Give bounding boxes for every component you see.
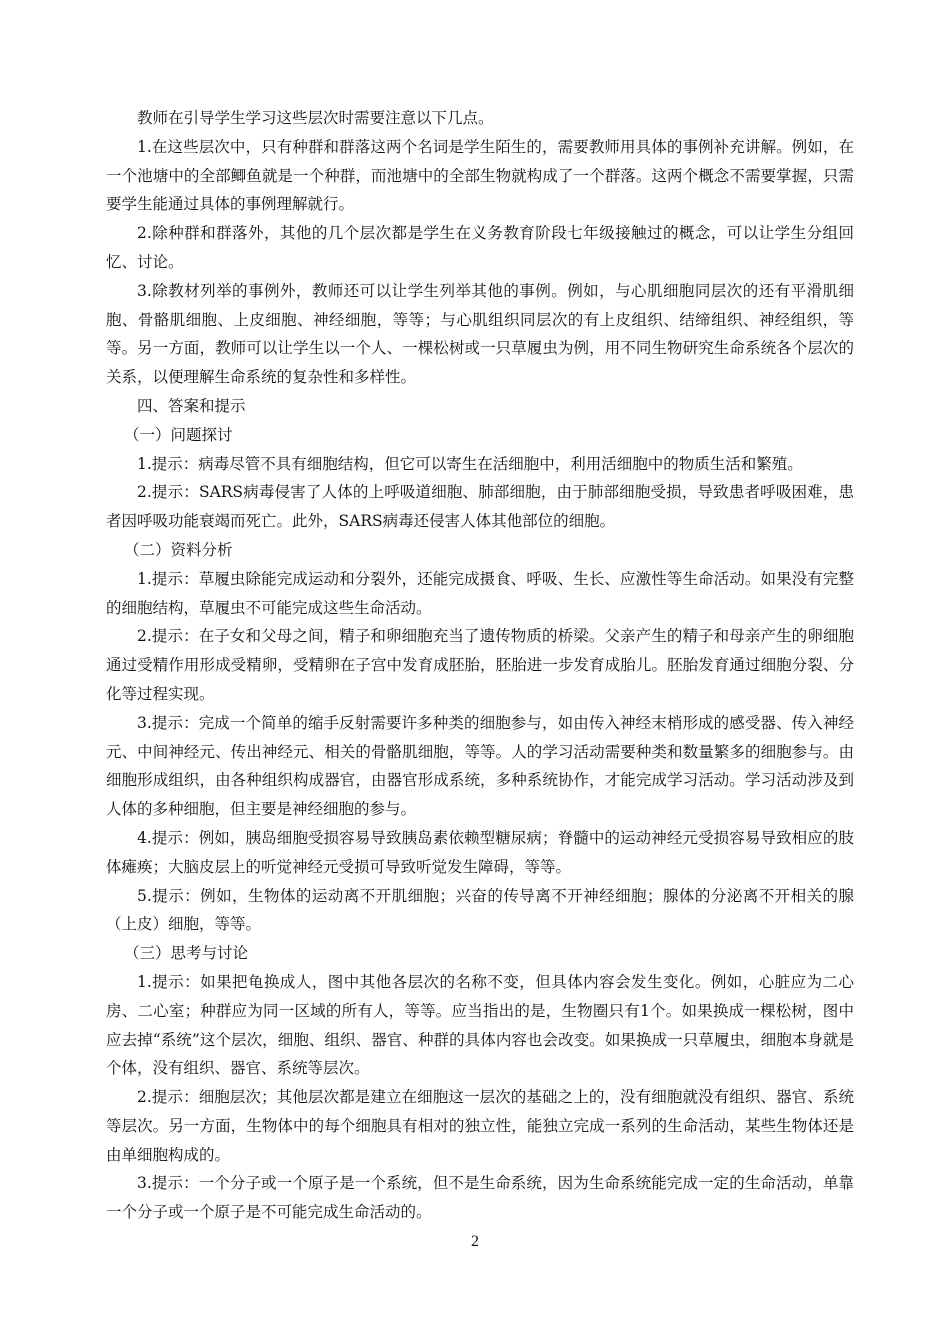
paragraph-analysis-4: 4.提示：例如，胰岛细胞受损容易导致胰岛素依赖型糖尿病；脊髓中的运动神经元受损容易导致相应的肢体瘫痪；大脑皮层上的听觉神经元受损可导致听觉发生障碍，等等。 bbox=[106, 828, 854, 876]
paragraph-analysis-3: 3.提示：完成一个简单的缩手反射需要许多种类的细胞参与，如由传入神经末梢形成的感受器、传入神经元、中间神经元、传出神经元、相关的骨骼肌细胞，等等。人的学习活动需要种类和数量繁多的细胞参与。由细胞形成组织，由各种组织构成器官，由器官形成系统，多种系统协作，才能完成学习活动。学习活动涉及到人体的多种细胞，但主要是神经细胞的参与。 bbox=[106, 713, 854, 819]
paragraph-analysis-1: 1.提示：草履虫除能完成运动和分裂外，还能完成摄食、呼吸、生长、应激性等生命活动。如果没有完整的细胞结构，草履虫不可能完成这些生命活动。 bbox=[106, 569, 854, 617]
section-heading-answers: 四、答案和提示 bbox=[137, 396, 246, 415]
paragraph-intro: 教师在引导学生学习这些层次时需要注意以下几点。 bbox=[137, 109, 494, 127]
paragraph-analysis-2: 2.提示：在子女和父母之间，精子和卵细胞充当了遗传物质的桥梁。父亲产生的精子和母亲产生的卵细胞通过受精作用形成受精卵，受精卵在子宫中发育成胚胎，胚胎进一步发育成胎儿。胚胎发育通过细胞分裂、分化等过程实现。 bbox=[106, 627, 854, 703]
paragraph-thinking-3: 3.提示：一个分子或一个原子是一个系统，但不是生命系统，因为生命系统能完成一定的生命活动，单靠一个分子或一个原子是不可能完成生命活动的。 bbox=[106, 1174, 854, 1222]
subheading-thinking-discussion: （三）思考与讨论 bbox=[124, 944, 249, 963]
subheading-data-analysis: （二）资料分析 bbox=[124, 540, 233, 559]
paragraph-thinking-1: 1.提示：如果把龟换成人，图中其他各层次的名称不变，但具体内容会发生变化。例如，心脏应为二心房、二心室；种群应为同一区域的所有人，等等。应当指出的是，生物圈只有1个。如果换成一棵松树，图中应去掉“系统”这个层次，细胞、组织、器官、种群的具体内容也会改变。如果换成一只草履虫，细胞本身就是个体，没有组织、器官、系统等层次。 bbox=[106, 972, 854, 1078]
paragraph-point-3: 3.除教材列举的事例外，教师还可以让学生列举其他的事例。例如，与心肌细胞同层次的还有平滑肌细胞、骨骼肌细胞、上皮细胞、神经细胞，等等；与心肌组织同层次的有上皮组织、结缔组织、神经组织，等等。另一方面，教师可以让学生以一个人、一棵松树或一只草履虫为例，用不同生物研究生命系统各个层次的关系，以便理解生命系统的复杂性和多样性。 bbox=[106, 281, 854, 387]
paragraph-point-1: 1.在这些层次中，只有种群和群落这两个名词是学生陌生的，需要教师用具体的事例补充讲解。例如，在一个池塘中的全部鲫鱼就是一个种群，而池塘中的全部生物就构成了一个群落。这两个概念不需要掌握，只需要学生能通过具体的事例理解就行。 bbox=[106, 137, 854, 214]
subheading-problem-discussion: （一）问题探讨 bbox=[124, 425, 233, 444]
paragraph-problem-1: 1.提示：病毒尽管不具有细胞结构，但它可以寄生在活细胞中，利用活细胞中的物质生活和繁殖。 bbox=[137, 454, 803, 473]
paragraph-point-2: 2.除种群和群落外，其他的几个层次都是学生在义务教育阶段七年级接触过的概念，可以让学生分组回忆、讨论。 bbox=[106, 224, 854, 271]
paragraph-thinking-2: 2.提示：细胞层次；其他层次都是建立在细胞这一层次的基础之上的，没有细胞就没有组织、器官、系统等层次。另一方面，生物体中的每个细胞具有相对的独立性，能独立完成一系列的生命活动，某些生物体还是由单细胞构成的。 bbox=[106, 1088, 854, 1164]
paragraph-problem-2: 2.提示：SARS病毒侵害了人体的上呼吸道细胞、肺部细胞，由于肺部细胞受损，导致患者呼吸困难，患者因呼吸功能衰竭而死亡。此外，SARS病毒还侵害人体其他部位的细胞。 bbox=[106, 483, 854, 531]
paragraph-analysis-5: 5.提示：例如，生物体的运动离不开肌细胞；兴奋的传导离不开神经细胞；腺体的分泌离不开相关的腺（上皮）细胞，等等。 bbox=[106, 886, 854, 934]
page-number: 2 bbox=[471, 1233, 479, 1250]
document-body bbox=[106, 104, 854, 1227]
